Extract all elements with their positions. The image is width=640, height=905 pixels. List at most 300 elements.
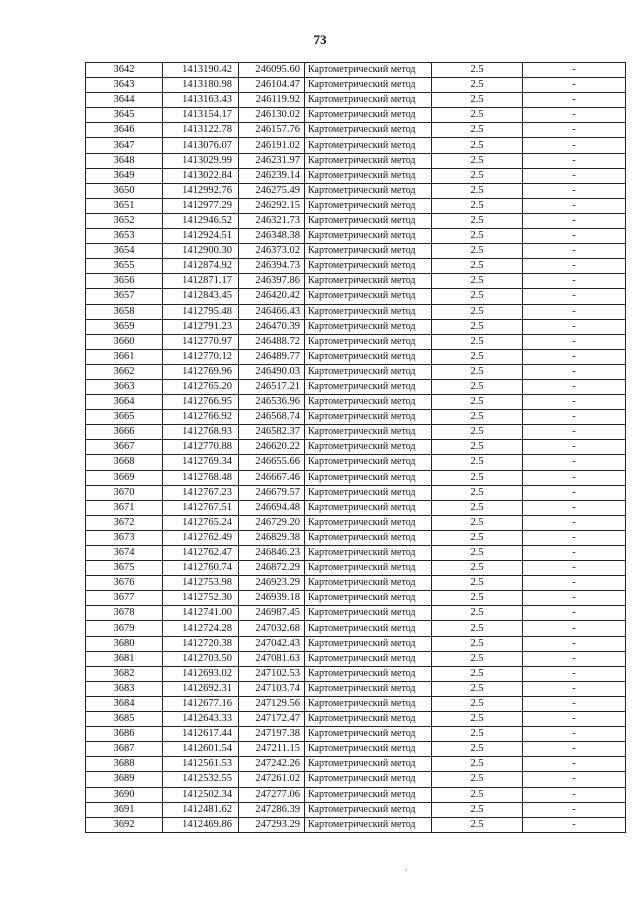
note-cell: - bbox=[523, 425, 626, 440]
note-cell: - bbox=[523, 349, 626, 364]
x-coordinate-cell: 1412532.55 bbox=[163, 772, 239, 787]
table-row bbox=[86, 636, 626, 651]
method-cell: Картометрический метод bbox=[305, 606, 432, 621]
x-coordinate-cell: 1413076.07 bbox=[163, 138, 239, 153]
point-number-cell: 3689 bbox=[86, 772, 163, 787]
note-cell: - bbox=[523, 591, 626, 606]
point-number-cell: 3678 bbox=[86, 606, 163, 621]
x-coordinate-cell: 1412795.48 bbox=[163, 304, 239, 319]
table-row bbox=[86, 546, 626, 561]
note-cell: - bbox=[523, 500, 626, 515]
precision-cell: 2.5 bbox=[432, 530, 523, 545]
y-coordinate-cell: 247103.74 bbox=[239, 681, 305, 696]
point-number-cell: 3654 bbox=[86, 244, 163, 259]
note-cell: - bbox=[523, 515, 626, 530]
method-cell: Картометрический метод bbox=[305, 440, 432, 455]
method-cell: Картометрический метод bbox=[305, 274, 432, 289]
method-cell: Картометрический метод bbox=[305, 546, 432, 561]
note-cell: - bbox=[523, 802, 626, 817]
method-cell: Картометрический метод bbox=[305, 198, 432, 213]
note-cell: - bbox=[523, 213, 626, 228]
x-coordinate-cell: 1412643.33 bbox=[163, 712, 239, 727]
precision-cell: 2.5 bbox=[432, 289, 523, 304]
table-row bbox=[86, 576, 626, 591]
x-coordinate-cell: 1412924.51 bbox=[163, 229, 239, 244]
point-number-cell: 3671 bbox=[86, 500, 163, 515]
y-coordinate-cell: 246694.48 bbox=[239, 500, 305, 515]
note-cell: - bbox=[523, 817, 626, 832]
table-row bbox=[86, 229, 626, 244]
point-number-cell: 3672 bbox=[86, 515, 163, 530]
y-coordinate-cell: 246321.73 bbox=[239, 213, 305, 228]
table-row bbox=[86, 395, 626, 410]
method-cell: Картометрический метод bbox=[305, 425, 432, 440]
method-cell: Картометрический метод bbox=[305, 515, 432, 530]
y-coordinate-cell: 247081.63 bbox=[239, 651, 305, 666]
precision-cell: 2.5 bbox=[432, 319, 523, 334]
note-cell: - bbox=[523, 757, 626, 772]
point-number-cell: 3665 bbox=[86, 410, 163, 425]
precision-cell: 2.5 bbox=[432, 78, 523, 93]
point-number-cell: 3647 bbox=[86, 138, 163, 153]
x-coordinate-cell: 1413122.78 bbox=[163, 123, 239, 138]
method-cell: Картометрический метод bbox=[305, 349, 432, 364]
precision-cell: 2.5 bbox=[432, 817, 523, 832]
method-cell: Картометрический метод bbox=[305, 334, 432, 349]
method-cell: Картометрический метод bbox=[305, 455, 432, 470]
table-row bbox=[86, 440, 626, 455]
x-coordinate-cell: 1413022.84 bbox=[163, 168, 239, 183]
precision-cell: 2.5 bbox=[432, 123, 523, 138]
note-cell: - bbox=[523, 304, 626, 319]
point-number-cell: 3675 bbox=[86, 561, 163, 576]
y-coordinate-cell: 246517.21 bbox=[239, 379, 305, 394]
y-coordinate-cell: 246667.46 bbox=[239, 470, 305, 485]
note-cell: - bbox=[523, 440, 626, 455]
method-cell: Картометрический метод bbox=[305, 666, 432, 681]
point-number-cell: 3691 bbox=[86, 802, 163, 817]
table-row bbox=[86, 696, 626, 711]
table-row bbox=[86, 802, 626, 817]
precision-cell: 2.5 bbox=[432, 379, 523, 394]
x-coordinate-cell: 1412469.86 bbox=[163, 817, 239, 832]
precision-cell: 2.5 bbox=[432, 93, 523, 108]
point-number-cell: 3657 bbox=[86, 289, 163, 304]
precision-cell: 2.5 bbox=[432, 757, 523, 772]
point-number-cell: 3651 bbox=[86, 198, 163, 213]
x-coordinate-cell: 1412617.44 bbox=[163, 727, 239, 742]
x-coordinate-cell: 1412770.97 bbox=[163, 334, 239, 349]
table-row bbox=[86, 742, 626, 757]
method-cell: Картометрический метод bbox=[305, 576, 432, 591]
precision-cell: 2.5 bbox=[432, 244, 523, 259]
precision-cell: 2.5 bbox=[432, 63, 523, 78]
point-number-cell: 3660 bbox=[86, 334, 163, 349]
x-coordinate-cell: 1412843.45 bbox=[163, 289, 239, 304]
point-number-cell: 3649 bbox=[86, 168, 163, 183]
precision-cell: 2.5 bbox=[432, 787, 523, 802]
precision-cell: 2.5 bbox=[432, 108, 523, 123]
table-row bbox=[86, 63, 626, 78]
method-cell: Картометрический метод bbox=[305, 213, 432, 228]
coordinates-table bbox=[85, 62, 626, 833]
table-row bbox=[86, 410, 626, 425]
method-cell: Картометрический метод bbox=[305, 742, 432, 757]
table-row bbox=[86, 198, 626, 213]
x-coordinate-cell: 1412720.38 bbox=[163, 636, 239, 651]
table-row bbox=[86, 621, 626, 636]
x-coordinate-cell: 1412765.24 bbox=[163, 515, 239, 530]
table-row bbox=[86, 379, 626, 394]
note-cell: - bbox=[523, 576, 626, 591]
table-row bbox=[86, 727, 626, 742]
y-coordinate-cell: 246119.92 bbox=[239, 93, 305, 108]
note-cell: - bbox=[523, 168, 626, 183]
method-cell: Картометрический метод bbox=[305, 636, 432, 651]
precision-cell: 2.5 bbox=[432, 681, 523, 696]
y-coordinate-cell: 246157.76 bbox=[239, 123, 305, 138]
x-coordinate-cell: 1412766.95 bbox=[163, 395, 239, 410]
precision-cell: 2.5 bbox=[432, 364, 523, 379]
y-coordinate-cell: 246130.02 bbox=[239, 108, 305, 123]
point-number-cell: 3664 bbox=[86, 395, 163, 410]
precision-cell: 2.5 bbox=[432, 153, 523, 168]
point-number-cell: 3674 bbox=[86, 546, 163, 561]
point-number-cell: 3686 bbox=[86, 727, 163, 742]
x-coordinate-cell: 1412992.76 bbox=[163, 183, 239, 198]
point-number-cell: 3688 bbox=[86, 757, 163, 772]
note-cell: - bbox=[523, 364, 626, 379]
table-row bbox=[86, 606, 626, 621]
method-cell: Картометрический метод bbox=[305, 379, 432, 394]
note-cell: - bbox=[523, 244, 626, 259]
y-coordinate-cell: 246939.18 bbox=[239, 591, 305, 606]
point-number-cell: 3683 bbox=[86, 681, 163, 696]
method-cell: Картометрический метод bbox=[305, 696, 432, 711]
x-coordinate-cell: 1412769.96 bbox=[163, 364, 239, 379]
method-cell: Картометрический метод bbox=[305, 787, 432, 802]
method-cell: Картометрический метод bbox=[305, 168, 432, 183]
point-number-cell: 3646 bbox=[86, 123, 163, 138]
table-row bbox=[86, 515, 626, 530]
note-cell: - bbox=[523, 183, 626, 198]
x-coordinate-cell: 1412741.00 bbox=[163, 606, 239, 621]
point-number-cell: 3661 bbox=[86, 349, 163, 364]
note-cell: - bbox=[523, 606, 626, 621]
precision-cell: 2.5 bbox=[432, 772, 523, 787]
note-cell: - bbox=[523, 78, 626, 93]
point-number-cell: 3642 bbox=[86, 63, 163, 78]
point-number-cell: 3673 bbox=[86, 530, 163, 545]
precision-cell: 2.5 bbox=[432, 259, 523, 274]
method-cell: Картометрический метод bbox=[305, 621, 432, 636]
precision-cell: 2.5 bbox=[432, 727, 523, 742]
method-cell: Картометрический метод bbox=[305, 802, 432, 817]
y-coordinate-cell: 246397.86 bbox=[239, 274, 305, 289]
precision-cell: 2.5 bbox=[432, 500, 523, 515]
precision-cell: 2.5 bbox=[432, 621, 523, 636]
precision-cell: 2.5 bbox=[432, 636, 523, 651]
x-coordinate-cell: 1412752.30 bbox=[163, 591, 239, 606]
point-number-cell: 3645 bbox=[86, 108, 163, 123]
x-coordinate-cell: 1412703.50 bbox=[163, 651, 239, 666]
table-row bbox=[86, 500, 626, 515]
method-cell: Картометрический метод bbox=[305, 364, 432, 379]
table-row bbox=[86, 712, 626, 727]
table-row bbox=[86, 334, 626, 349]
precision-cell: 2.5 bbox=[432, 425, 523, 440]
x-coordinate-cell: 1412770.88 bbox=[163, 440, 239, 455]
point-number-cell: 3666 bbox=[86, 425, 163, 440]
point-number-cell: 3676 bbox=[86, 576, 163, 591]
table-row bbox=[86, 651, 626, 666]
method-cell: Картометрический метод bbox=[305, 591, 432, 606]
x-coordinate-cell: 1412753.98 bbox=[163, 576, 239, 591]
point-number-cell: 3690 bbox=[86, 787, 163, 802]
method-cell: Картометрический метод bbox=[305, 108, 432, 123]
table-row bbox=[86, 561, 626, 576]
method-cell: Картометрический метод bbox=[305, 319, 432, 334]
note-cell: - bbox=[523, 259, 626, 274]
point-number-cell: 3663 bbox=[86, 379, 163, 394]
table-row bbox=[86, 349, 626, 364]
table-row bbox=[86, 681, 626, 696]
note-cell: - bbox=[523, 319, 626, 334]
x-coordinate-cell: 1412791.23 bbox=[163, 319, 239, 334]
precision-cell: 2.5 bbox=[432, 274, 523, 289]
note-cell: - bbox=[523, 530, 626, 545]
method-cell: Картометрический метод bbox=[305, 63, 432, 78]
x-coordinate-cell: 1412502.34 bbox=[163, 787, 239, 802]
table-row bbox=[86, 772, 626, 787]
method-cell: Картометрический метод bbox=[305, 772, 432, 787]
x-coordinate-cell: 1412900.30 bbox=[163, 244, 239, 259]
table-row bbox=[86, 485, 626, 500]
y-coordinate-cell: 246394.73 bbox=[239, 259, 305, 274]
point-number-cell: 3669 bbox=[86, 470, 163, 485]
table-row bbox=[86, 425, 626, 440]
note-cell: - bbox=[523, 93, 626, 108]
note-cell: - bbox=[523, 229, 626, 244]
y-coordinate-cell: 247293.29 bbox=[239, 817, 305, 832]
x-coordinate-cell: 1413163.43 bbox=[163, 93, 239, 108]
method-cell: Картометрический метод bbox=[305, 470, 432, 485]
precision-cell: 2.5 bbox=[432, 696, 523, 711]
point-number-cell: 3679 bbox=[86, 621, 163, 636]
precision-cell: 2.5 bbox=[432, 576, 523, 591]
precision-cell: 2.5 bbox=[432, 440, 523, 455]
method-cell: Картометрический метод bbox=[305, 561, 432, 576]
y-coordinate-cell: 246923.29 bbox=[239, 576, 305, 591]
table-row bbox=[86, 364, 626, 379]
method-cell: Картометрический метод bbox=[305, 304, 432, 319]
note-cell: - bbox=[523, 666, 626, 681]
point-number-cell: 3667 bbox=[86, 440, 163, 455]
precision-cell: 2.5 bbox=[432, 485, 523, 500]
scan-mark: , bbox=[405, 862, 408, 872]
method-cell: Картометрический метод bbox=[305, 530, 432, 545]
note-cell: - bbox=[523, 470, 626, 485]
y-coordinate-cell: 246490.03 bbox=[239, 364, 305, 379]
precision-cell: 2.5 bbox=[432, 183, 523, 198]
note-cell: - bbox=[523, 395, 626, 410]
y-coordinate-cell: 246231.97 bbox=[239, 153, 305, 168]
coordinates-table-body bbox=[86, 63, 626, 833]
table-row bbox=[86, 817, 626, 832]
table-row bbox=[86, 78, 626, 93]
table-row bbox=[86, 93, 626, 108]
y-coordinate-cell: 247197.38 bbox=[239, 727, 305, 742]
x-coordinate-cell: 1412766.92 bbox=[163, 410, 239, 425]
note-cell: - bbox=[523, 772, 626, 787]
method-cell: Картометрический метод bbox=[305, 183, 432, 198]
precision-cell: 2.5 bbox=[432, 712, 523, 727]
y-coordinate-cell: 246373.02 bbox=[239, 244, 305, 259]
table-row bbox=[86, 153, 626, 168]
x-coordinate-cell: 1412561.53 bbox=[163, 757, 239, 772]
precision-cell: 2.5 bbox=[432, 561, 523, 576]
note-cell: - bbox=[523, 742, 626, 757]
method-cell: Картометрический метод bbox=[305, 500, 432, 515]
method-cell: Картометрический метод bbox=[305, 651, 432, 666]
note-cell: - bbox=[523, 334, 626, 349]
method-cell: Картометрический метод bbox=[305, 123, 432, 138]
y-coordinate-cell: 246470.39 bbox=[239, 319, 305, 334]
note-cell: - bbox=[523, 546, 626, 561]
point-number-cell: 3687 bbox=[86, 742, 163, 757]
x-coordinate-cell: 1412767.51 bbox=[163, 500, 239, 515]
method-cell: Картометрический метод bbox=[305, 259, 432, 274]
x-coordinate-cell: 1412770.12 bbox=[163, 349, 239, 364]
precision-cell: 2.5 bbox=[432, 666, 523, 681]
table-row bbox=[86, 757, 626, 772]
x-coordinate-cell: 1413154.17 bbox=[163, 108, 239, 123]
table-row bbox=[86, 138, 626, 153]
y-coordinate-cell: 246582.37 bbox=[239, 425, 305, 440]
y-coordinate-cell: 247172.47 bbox=[239, 712, 305, 727]
x-coordinate-cell: 1412874.92 bbox=[163, 259, 239, 274]
precision-cell: 2.5 bbox=[432, 334, 523, 349]
table-row bbox=[86, 108, 626, 123]
table-row bbox=[86, 787, 626, 802]
x-coordinate-cell: 1412693.02 bbox=[163, 666, 239, 681]
y-coordinate-cell: 246489.77 bbox=[239, 349, 305, 364]
method-cell: Картометрический метод bbox=[305, 395, 432, 410]
note-cell: - bbox=[523, 63, 626, 78]
note-cell: - bbox=[523, 561, 626, 576]
method-cell: Картометрический метод bbox=[305, 712, 432, 727]
y-coordinate-cell: 246568.74 bbox=[239, 410, 305, 425]
table-row bbox=[86, 666, 626, 681]
point-number-cell: 3658 bbox=[86, 304, 163, 319]
page-number: 73 bbox=[313, 32, 327, 47]
precision-cell: 2.5 bbox=[432, 651, 523, 666]
point-number-cell: 3682 bbox=[86, 666, 163, 681]
method-cell: Картометрический метод bbox=[305, 757, 432, 772]
method-cell: Картометрический метод bbox=[305, 681, 432, 696]
y-coordinate-cell: 247102.53 bbox=[239, 666, 305, 681]
y-coordinate-cell: 247242.26 bbox=[239, 757, 305, 772]
x-coordinate-cell: 1412760.74 bbox=[163, 561, 239, 576]
point-number-cell: 3650 bbox=[86, 183, 163, 198]
y-coordinate-cell: 246420.42 bbox=[239, 289, 305, 304]
method-cell: Картометрический метод bbox=[305, 229, 432, 244]
method-cell: Картометрический метод bbox=[305, 93, 432, 108]
precision-cell: 2.5 bbox=[432, 229, 523, 244]
x-coordinate-cell: 1412762.47 bbox=[163, 546, 239, 561]
x-coordinate-cell: 1412762.49 bbox=[163, 530, 239, 545]
table-row bbox=[86, 470, 626, 485]
note-cell: - bbox=[523, 379, 626, 394]
note-cell: - bbox=[523, 455, 626, 470]
y-coordinate-cell: 246348.38 bbox=[239, 229, 305, 244]
x-coordinate-cell: 1412677.16 bbox=[163, 696, 239, 711]
precision-cell: 2.5 bbox=[432, 591, 523, 606]
point-number-cell: 3670 bbox=[86, 485, 163, 500]
x-coordinate-cell: 1413029.99 bbox=[163, 153, 239, 168]
method-cell: Картометрический метод bbox=[305, 289, 432, 304]
precision-cell: 2.5 bbox=[432, 395, 523, 410]
y-coordinate-cell: 246239.14 bbox=[239, 168, 305, 183]
method-cell: Картометрический метод bbox=[305, 153, 432, 168]
x-coordinate-cell: 1413190.42 bbox=[163, 63, 239, 78]
point-number-cell: 3656 bbox=[86, 274, 163, 289]
note-cell: - bbox=[523, 108, 626, 123]
y-coordinate-cell: 246275.49 bbox=[239, 183, 305, 198]
table-row bbox=[86, 455, 626, 470]
table-row bbox=[86, 530, 626, 545]
precision-cell: 2.5 bbox=[432, 802, 523, 817]
precision-cell: 2.5 bbox=[432, 455, 523, 470]
x-coordinate-cell: 1412724.28 bbox=[163, 621, 239, 636]
point-number-cell: 3662 bbox=[86, 364, 163, 379]
note-cell: - bbox=[523, 621, 626, 636]
point-number-cell: 3685 bbox=[86, 712, 163, 727]
x-coordinate-cell: 1412946.52 bbox=[163, 213, 239, 228]
x-coordinate-cell: 1412977.29 bbox=[163, 198, 239, 213]
y-coordinate-cell: 246488.72 bbox=[239, 334, 305, 349]
point-number-cell: 3659 bbox=[86, 319, 163, 334]
y-coordinate-cell: 246679.57 bbox=[239, 485, 305, 500]
y-coordinate-cell: 247261.02 bbox=[239, 772, 305, 787]
table-row bbox=[86, 183, 626, 198]
x-coordinate-cell: 1412765.20 bbox=[163, 379, 239, 394]
point-number-cell: 3681 bbox=[86, 651, 163, 666]
precision-cell: 2.5 bbox=[432, 198, 523, 213]
y-coordinate-cell: 246987.45 bbox=[239, 606, 305, 621]
point-number-cell: 3677 bbox=[86, 591, 163, 606]
y-coordinate-cell: 246191.02 bbox=[239, 138, 305, 153]
point-number-cell: 3684 bbox=[86, 696, 163, 711]
method-cell: Картометрический метод bbox=[305, 78, 432, 93]
note-cell: - bbox=[523, 289, 626, 304]
note-cell: - bbox=[523, 198, 626, 213]
note-cell: - bbox=[523, 787, 626, 802]
table-row bbox=[86, 304, 626, 319]
note-cell: - bbox=[523, 636, 626, 651]
method-cell: Картометрический метод bbox=[305, 410, 432, 425]
note-cell: - bbox=[523, 123, 626, 138]
note-cell: - bbox=[523, 712, 626, 727]
precision-cell: 2.5 bbox=[432, 213, 523, 228]
precision-cell: 2.5 bbox=[432, 515, 523, 530]
note-cell: - bbox=[523, 274, 626, 289]
table-row bbox=[86, 123, 626, 138]
table-row bbox=[86, 244, 626, 259]
table-row bbox=[86, 274, 626, 289]
note-cell: - bbox=[523, 153, 626, 168]
point-number-cell: 3643 bbox=[86, 78, 163, 93]
